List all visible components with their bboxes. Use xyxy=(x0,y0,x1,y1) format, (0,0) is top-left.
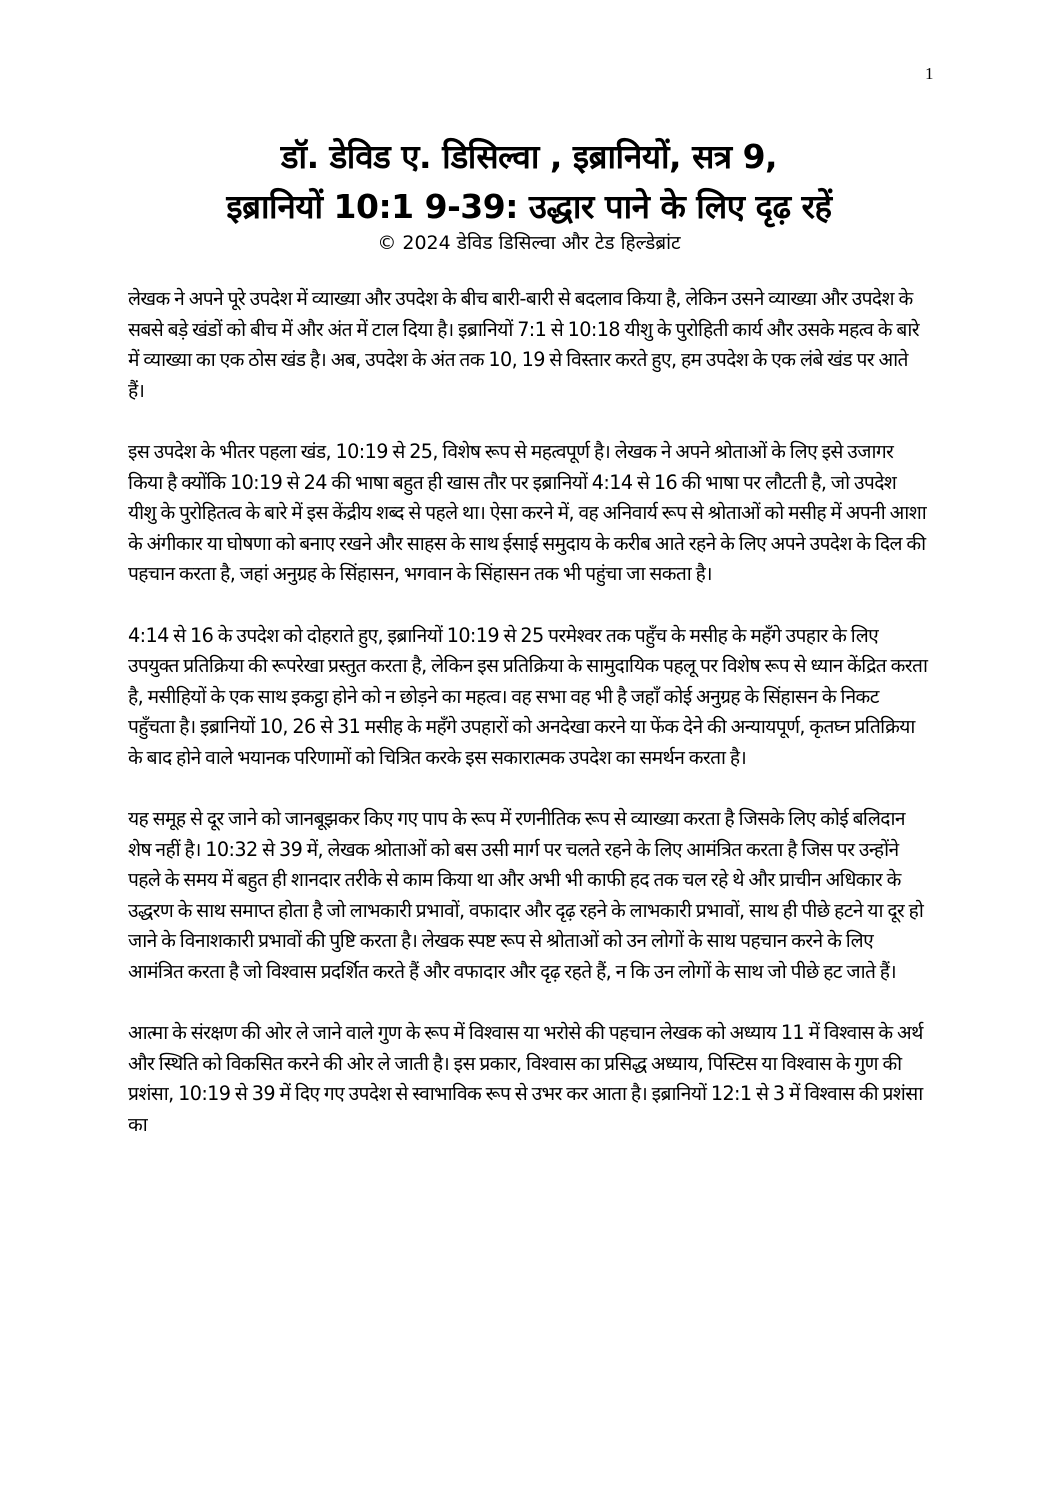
paragraph: लेखक ने अपने पूरे उपदेश में व्याख्या और उपदेश के बीच बारी-बारी से बदलाव किया है, लेकिन उसने व्याख्या और उपदेश के सबसे बड़े खंडों को बीच में और अंत में टाल दिया है। इब्रानियों 7:1 से 10:18 यीशु के पुरोहिती कार्य और उसके महत्व के बारे में व्याख्या का एक ठोस खंड है। अब, उपदेश के अंत तक 10, 19 से विस्तार करते हुए, हम उपदेश के एक लंबे खंड पर आते हैं। xyxy=(128,287,919,402)
paragraph: यह समूह से दूर जाने को जानबूझकर किए गए पाप के रूप में रणनीतिक रूप से व्याख्या करता है जिसके लिए कोई बलिदान शेष नहीं है। 10:32 से 39 में, लेखक श्रोताओं को बस उसी मार्ग पर चलते रहने के लिए आमंत्रित करता है जिस पर उन्होंने पहले के समय में बहुत ही शानदार तरीके से काम किया था और अभी भी काफी हद तक चल रहे थे और प्राचीन अधिकार के उद्धरण के साथ समाप्त होता है जो लाभकारी प्रभावों, वफादार और दृढ़ रहने के लाभकारी प्रभावों, साथ ही पीछे हटने या दूर हो जाने के विनाशकारी प्रभावों की पुष्टि करता है। लेखक स्पष्ट रूप से श्रोताओं को उन लोगों के साथ पहचान करने के लिए आमंत्रित करता है जो विश्वास प्रदर्शित करते हैं और वफादार और दृढ़ रहते हैं, न कि उन लोगों के साथ जो पीछे हट जाते हैं। xyxy=(128,807,924,984)
document-title-line-1: डॉ. डेविड ए. डिसिल्वा , इब्रानियों, सत्र 9, xyxy=(280,137,778,176)
document-body xyxy=(128,284,928,1171)
copyright-notice: © 2024 डेविड डिसिल्वा और टेड हिल्डेब्रांट xyxy=(377,232,681,254)
page-number: 1 xyxy=(925,64,934,83)
document-title-line-2: इब्रानियों 10:1 9-39: उद्धार पाने के लिए दृढ़ रहें xyxy=(226,187,832,226)
paragraph: आत्मा के संरक्षण की ओर ले जाने वाले गुण के रूप में विश्वास या भरोसे की पहचान लेखक को अध्याय 11 में विश्वास के अर्थ और स्थिति को विकसित करने की ओर ले जाती है। इस प्रकार, विश्वास का प्रसिद्ध अध्याय, पिस्टिस या विश्वास के गुण की प्रशंसा, 10:19 से 39 में दिए गए उपदेश से स्वाभाविक रूप से उभर कर आता है। इब्रानियों 12:1 से 3 में विश्वास की प्रशंसा का xyxy=(128,1021,923,1137)
paragraph: 4:14 से 16 के उपदेश को दोहराते हुए, इब्रानियों 10:19 से 25 परमेश्वर तक पहुँच के मसीह के महँगे उपहार के लिए उपयुक्त प्रतिक्रिया की रूपरेखा प्रस्तुत करता है, लेकिन इस प्रतिक्रिया के सामुदायिक पहलू पर विशेष रूप से ध्यान केंद्रित करता है, मसीहियों के एक साथ इकट्ठा होने को न छोड़ने का महत्व। वह सभा वह भी है जहाँ कोई अनुग्रह के सिंहासन के निकट पहुँचता है। इब्रानियों 10, 26 से 31 मसीह के महँगे उपहारों को अनदेखा करने या फेंक देने की अन्यायपूर्ण, कृतघ्न प्रतिक्रिया के बाद होने वाले भयानक परिणामों को चित्रित करके इस सकारात्मक उपदेश का समर्थन करता है। xyxy=(128,623,928,769)
paragraph: इस उपदेश के भीतर पहला खंड, 10:19 से 25, विशेष रूप से महत्वपूर्ण है। लेखक ने अपने श्रोताओं के लिए इसे उजागर किया है क्योंकि 10:19 से 24 की भाषा बहुत ही खास तौर पर इब्रानियों 4:14 से 16 की भाषा पर लौटती है, जो उपदेश यीशु के पुरोहितत्व के बारे में इस केंद्रीय शब्द से पहले था। ऐसा करने में, वह अनिवार्य रूप से श्रोताओं को मसीह में अपनी आशा के अंगीकार या घोषणा को बनाए रखने और साहस के साथ ईसाई समुदाय के करीब आते रहने के लिए अपने उपदेश के दिल की पहचान करता है, जहां अनुग्रह के सिंहासन, भगवान के सिंहासन तक भी पहुंचा जा सकता है। xyxy=(128,439,927,586)
document-header xyxy=(0,132,1058,256)
